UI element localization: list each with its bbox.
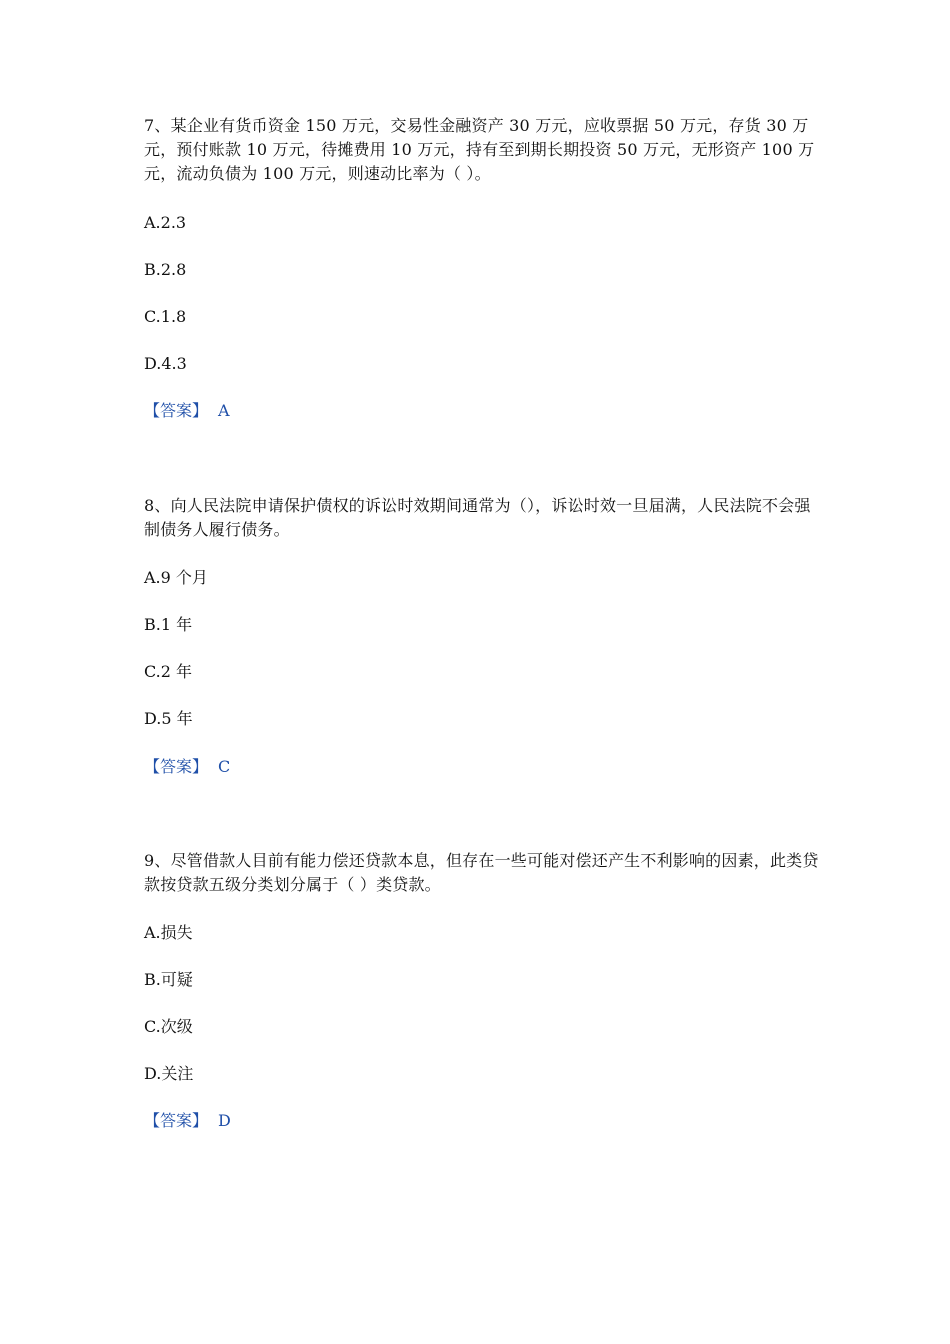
answer-value: C [218,757,231,776]
answer-line [144,757,230,777]
answer-label: 【答案】 [144,1111,209,1130]
option-d: D.关注 [144,1064,194,1083]
option-c: C.次级 [144,1017,193,1036]
question-stem: 8、向人民法院申请保护债权的诉讼时效期间通常为（），诉讼时效一旦届满，人民法院不会强制债务人履行债务。 [144,496,811,539]
option-a: A.9 个月 [144,568,208,587]
question-8 [144,494,824,776]
option-d: D.4.3 [144,354,187,373]
option-b: B.1 年 [144,615,193,634]
answer-label: 【答案】 [144,757,209,776]
option-a: A.2.3 [144,213,187,232]
option-c: C.2 年 [144,662,193,681]
answer-value: D [218,1111,231,1130]
answer-value: A [218,401,230,420]
option-c: C.1.8 [144,307,187,326]
answer-line [144,401,230,421]
answer-label: 【答案】 [144,401,209,420]
question-stem: 9、尽管借款人目前有能力偿还贷款本息，但存在一些可能对偿还产生不利影响的因素，此类贷款按贷款五级分类划分属于（ ）类贷款。 [144,851,819,894]
option-d: D.5 年 [144,709,193,728]
question-7 [144,114,824,420]
option-b: B.可疑 [144,970,193,989]
option-a: A.损失 [144,923,193,942]
option-b: B.2.8 [144,260,187,279]
question-stem: 7、某企业有货币资金 150 万元，交易性金融资产 30 万元，应收票据 50 万元，存货 30 万元，预付账款 10 万元，待摊费用 10 万元，持有至到期长期投资 50 万元，无形资产 100 万元，流动负债为 100 万元，则速动比率为（ ）。 [144,116,815,183]
answer-line [144,1111,231,1131]
question-9 [144,849,824,1130]
